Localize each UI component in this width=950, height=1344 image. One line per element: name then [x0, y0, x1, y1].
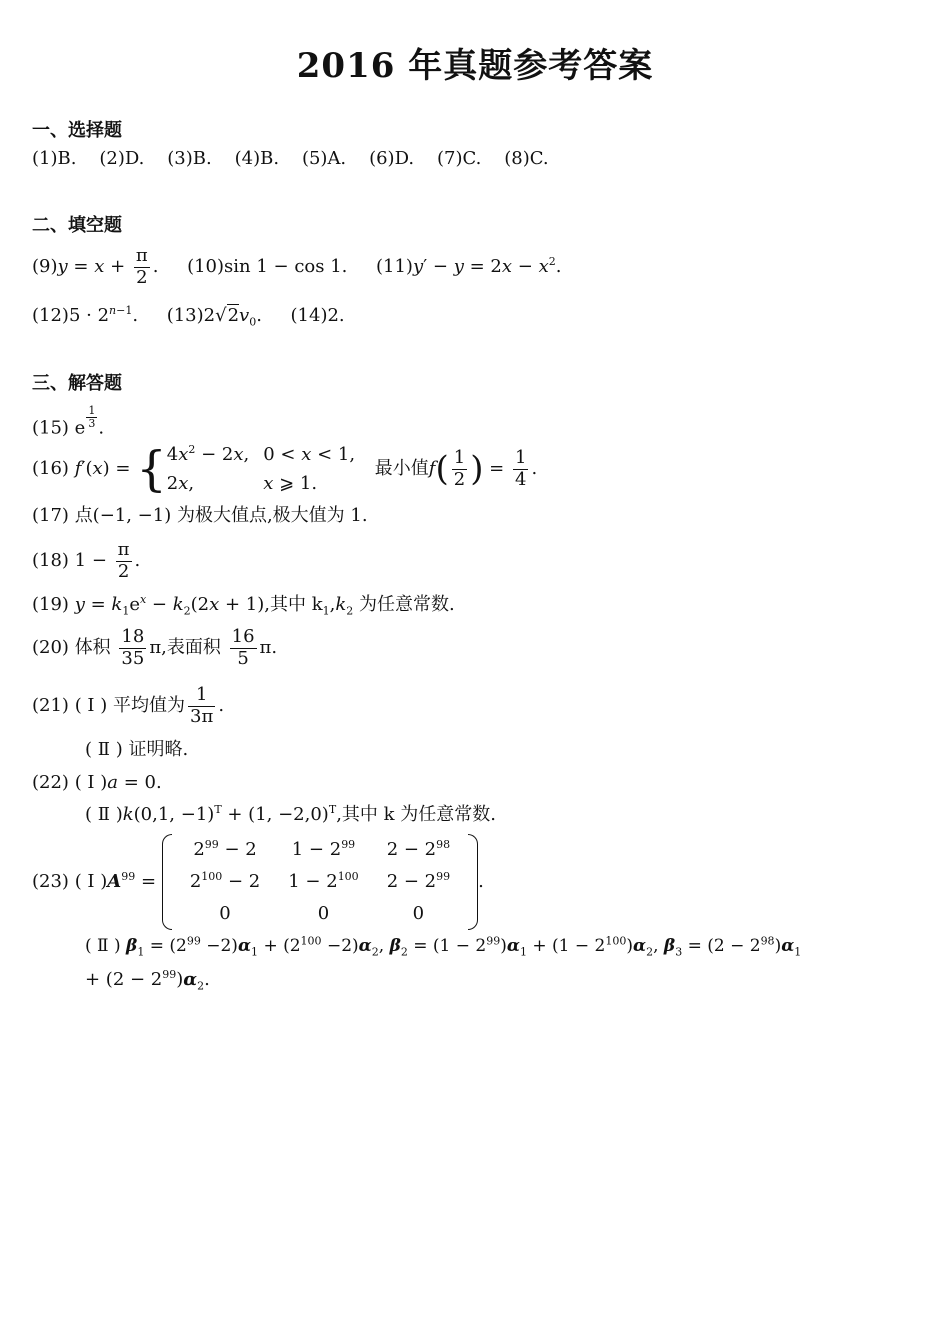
answer-21-part-2: ( Ⅱ ) 证明略. — [85, 739, 189, 760]
matrix-a99: $2^{99} - 2$ $1 - 2^{99}$ $2 - 2^{98}$ $2^{100} - 2$ $1 - 2^{100}$ $2 - 2^{99}$ 0 0 0 — [162, 834, 478, 930]
answer-13: $(13)2√2v_0$. — [166, 305, 262, 329]
fill-row-2 — [32, 303, 345, 329]
answer-10: (10)sin 1 − cos 1. — [187, 256, 348, 278]
answer-16: (16) f′(x) = { $4x^2 - 2x$, 0 < x < 1, 2x, x ⩾ 1. 最小值f( $\frac{1}{2}$ ) = $\frac{1}{4}$ . — [32, 441, 538, 497]
choice-answer: (4)B. — [234, 148, 280, 169]
answer-23-part-1: (23) ( Ⅰ )$A^{99}$ = $2^{99} - 2$ $1 - 2^{99}$ $2 - 2^{98}$ $2^{100} - 2$ $1 - 2^{100}$ $2 - 2^{99}$ 0 0 0 . — [32, 834, 484, 930]
page-title: 2016 年真题参考答案 — [296, 46, 654, 86]
answer-22-part-2: ( Ⅱ )k(0,1, −1)$^T$ + (1, −2,0)$^T$,其中 k 为任意常数. — [85, 803, 496, 825]
answer-9: (9)y = x + $\frac{\pi}{2}$ . — [32, 245, 159, 288]
choice-answer: (6)D. — [369, 148, 415, 169]
section-solve-heading: 三、解答题 — [32, 373, 122, 394]
section-choice-heading: 一、选择题 — [32, 120, 122, 141]
choice-answer: (2)D. — [99, 148, 145, 169]
answer-22-part-1: (22) ( Ⅰ )a = 0. — [32, 772, 162, 793]
choice-answer: (8)C. — [504, 148, 549, 169]
answer-23-part-2-line-2: + $(2 - 2^{99})\alpha_2$. — [85, 968, 210, 993]
answer-23-part-2-line-1: ( Ⅱ ) $\beta_1 = (2^{99} -2)\alpha_1 + (2^{100} -2)\alpha_2$, $\beta_2 = (1 - 2^{99})\alpha_1 + (1 - 2^{100})\alpha_2$, $\beta_3 = (2 - 2^{98})\alpha_1$ — [85, 934, 802, 959]
section-fill-heading: 二、填空题 — [32, 215, 122, 236]
answer-15: (15) e $\frac{1}{3}$ . — [32, 404, 105, 439]
choice-answers-row — [32, 146, 549, 172]
choice-answer: (1)B. — [32, 148, 77, 169]
answer-11: $(11)y' - y = 2x - x^2$. — [375, 255, 562, 278]
answer-12: $(12)5 \cdot 2^{n-1}$. — [32, 304, 139, 326]
answer-17: (17) 点(−1, −1) 为极大值点,极大值为 1. — [32, 505, 368, 526]
answer-14: (14)2. — [290, 305, 345, 326]
answer-18: (18) 1 − $\frac{\pi}{2}$ . — [32, 539, 141, 582]
answer-19: (19) $y = k_1e^x - k_2(2x + 1)$,其中 $k_1,k_2$ 为任意常数. — [32, 593, 455, 618]
answer-20: (20) 体积 $\frac{18}{35}$ π,表面积 $\frac{16}{5}$ π. — [32, 626, 278, 669]
choice-answer: (7)C. — [436, 148, 482, 169]
choice-answer: (5)A. — [301, 148, 347, 169]
fill-row-1 — [32, 246, 561, 288]
answer-21-part-1: (21) ( Ⅰ ) 平均值为 $\frac{1}{3\pi}$ . — [32, 684, 225, 727]
choice-answer: (3)B. — [167, 148, 212, 169]
